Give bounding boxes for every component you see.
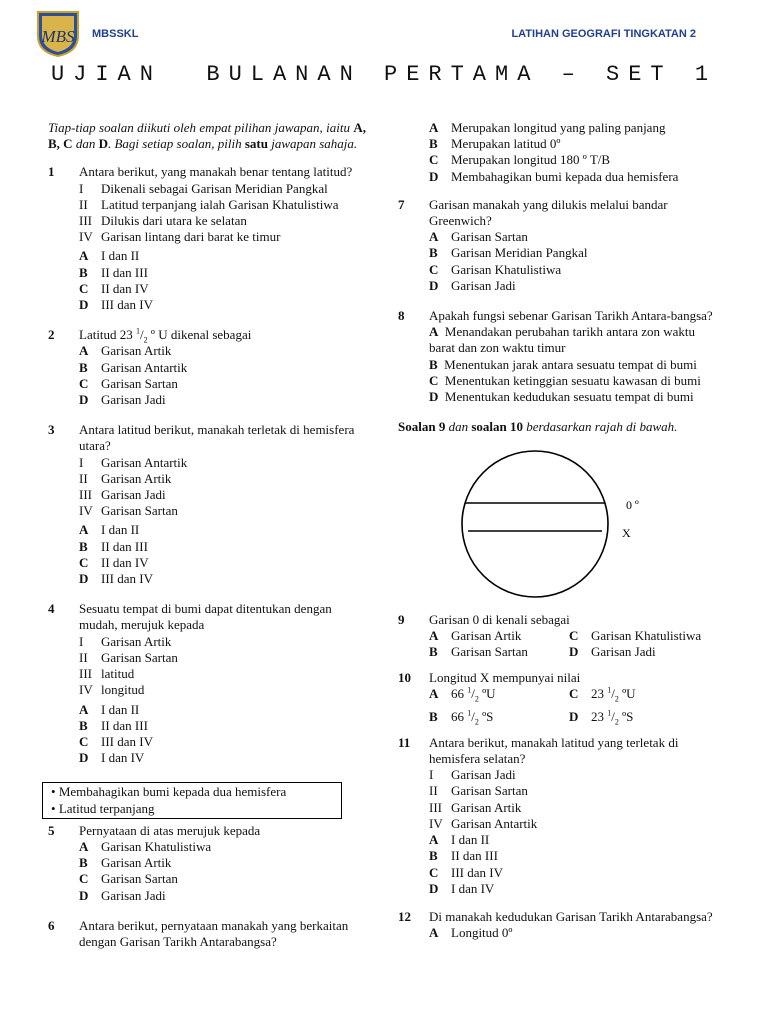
option-d[interactable]: D Garisan Jadi [569,644,656,660]
option-b[interactable]: B 66 $^1/_2$ ºS [429,708,494,727]
option-d[interactable]: D Menentukan kedudukan sesuatu tempat di bumi [429,389,694,405]
option-c[interactable]: C III dan IV [79,733,153,749]
logo-lettering: MBS [41,27,75,46]
option-d[interactable]: D I dan IV [429,880,495,896]
question-5: 5 Pernyataan di atas merujuk kepada A Garisan Khatulistiwa B Garisan Artik C Garisan Sartan D Garisan Jadi [48,823,366,904]
question-6-options [398,120,720,185]
option-a[interactable]: A Garisan Artik [429,627,522,643]
question-6: 6 Antara berikut, pernyataan manakah yang berkaitan dengan Garisan Tarikh Antarabangsa? [48,918,366,950]
option-d[interactable]: D Garisan Jadi [429,277,516,293]
option-b[interactable]: B Merupakan latitud 0º [429,136,561,152]
option-d[interactable]: D Membahagikan bumi kepada dua hemisfera [429,168,679,184]
statement-box [42,782,342,818]
label-x: X [622,526,631,541]
option-d[interactable]: D I dan IV [79,750,145,766]
option-a[interactable]: A Longitud 0º [429,925,513,941]
question-12: 12 Di manakah kedudukan Garisan Tarikh Antarabangsa? A Longitud 0º [398,909,720,941]
question-7: 7 Garisan manakah yang dilukis melalui bandar Greenwich? A Garisan Sartan B Garisan Meridian Pangkal C Garisan Khatulistiwa D Garisan Jadi [398,197,720,294]
statement-item: • Latitud terpanjang [51,801,333,817]
globe-diagram [430,449,670,599]
option-b[interactable]: B Menentukan jarak antara sesuatu tempat di bumi [429,356,697,372]
question-stem: Di manakah kedudukan Garisan Tarikh Antarabangsa? [429,908,713,924]
option-a[interactable]: A 66 $^1/_2$ ºU [429,686,496,705]
option-c[interactable]: C 23 $^1/_2$ ºU [569,686,636,705]
question-stem: Antara berikut, yang manakah benar tentang latitud? [79,164,353,180]
question-stem: Antara berikut, pernyataan manakah yang berkaitan dengan Garisan Tarikh Antarabangsa? [79,917,349,949]
option-d[interactable]: D Garisan Jadi [79,887,166,903]
question-stem: Antara berikut, manakah latitud yang terletak di hemisfera selatan? [429,734,679,767]
option-b[interactable]: B Garisan Meridian Pangkal [429,245,588,261]
question-9: 9 Garisan 0 di kenali sebagai A Garisan Artik C Garisan Khatulistiwa B Garisan Sartan D Garisan Jadi [398,612,720,661]
globe-outline [462,451,608,597]
option-b[interactable]: B Garisan Sartan [429,644,528,660]
option-c[interactable]: C Menentukan ketinggian sesuatu kawasan di bumi [429,372,701,388]
option-d[interactable]: D III dan IV [79,297,153,313]
question-10: 10 Longitud X mempunyai nilai A 66 $^1/_2$ ºU C 23 $^1/_2$ ºU B 66 $^1/_2$ ºS D 23 $^1/_2$ ºS [398,670,720,725]
question-8: 8 Apakah fungsi sebenar Garisan Tarikh Antara-bangsa? A Menandakan perubahan tarikh antara zon waktu barat dan zon waktu timur B Menentukan jarak antara sesuatu tempat di bumi C Menentukan ketinggian sesuatu kawasan di bumi D Menentukan kedudukan sesuatu tempat di bumi [398,308,720,405]
subject-label: LATIHAN GEOGRAFI TINGKATAN 2 [511,28,696,40]
option-c[interactable]: C Garisan Khatulistiwa [429,261,562,277]
left-column [48,120,366,950]
school-name: MBSSKL [92,28,139,40]
right-column [398,120,720,941]
option-d[interactable]: D 23 $^1/_2$ ºS [569,708,634,727]
page-title: UJIAN BULANAN PERTAMA – SET 1 [50,62,718,87]
question-stem: Garisan 0 di kenali sebagai [429,611,570,627]
question-stem: Sesuatu tempat di bumi dapat ditentukan dengan mudah, merujuk kepada [79,601,332,633]
option-b[interactable]: B II dan III [79,717,148,733]
statement-item: • Membahagikan bumi kepada dua hemisfera [51,784,333,800]
option-c[interactable]: C III dan IV [429,864,503,880]
question-1: 1 Antara berikut, yang manakah benar tentang latitud? I Dikenali sebagai Garisan Meridian Pangkal II Latitud terpanjang ialah Garisan Khatulistiwa III Dilukis dari utara ke selatan IV Garisan lintang dari barat ke timur A I dan II B II dan III C II dan IV D III dan IV [48,164,366,313]
page-header [0,8,768,58]
option-c[interactable]: C II dan IV [79,280,149,296]
question-stem: Antara latitud berikut, manakah terletak di hemisfera utara? [79,422,355,454]
instructions: Tiap-tiap soalan diikuti oleh empat pilihan jawapan, iaitu A, B, C dan D. Bagi setiap soalan, pilih satu jawapan sahaja. [48,120,366,152]
question-stem: Apakah fungsi sebenar Garisan Tarikh Antara-bangsa? [429,308,713,324]
option-b[interactable]: B Garisan Artik [79,855,172,871]
option-a[interactable]: A I dan II [429,832,490,848]
option-a[interactable]: A I dan II [79,248,140,264]
option-a[interactable]: A Garisan Artik [79,343,172,359]
question-stem: Latitud 23 $^1/_2$ º U dikenal sebagai [79,326,252,345]
option-b[interactable]: B II dan III [79,264,148,280]
option-c[interactable]: C Garisan Khatulistiwa [569,627,702,643]
question-stem: Pernyataan di atas merujuk kepada [79,822,261,838]
diagram-reference: Soalan 9 dan soalan 10 berdasarkan rajah di bawah. [398,419,678,435]
option-c[interactable]: C Garisan Sartan [79,375,178,391]
question-4: 4 Sesuatu tempat di bumi dapat ditentukan dengan mudah, merujuk kepada I Garisan Artik II Garisan Sartan III latitud IV longitud A I dan II B II dan III C III dan IV D I dan IV [48,601,366,766]
option-b[interactable]: B II dan III [429,848,498,864]
option-a[interactable]: A I dan II [79,522,140,538]
option-a[interactable]: A Menandakan perubahan tarikh antara zon waktu barat dan zon waktu timur [429,324,696,356]
question-11: 11 Antara berikut, manakah latitud yang terletak di hemisfera selatan? I Garisan Jadi II Garisan Sartan III Garisan Artik IV Garisan Antartik A I dan II B II dan III C III dan IV D I dan IV [398,735,720,897]
option-a[interactable]: A Garisan Sartan [429,229,528,245]
school-logo [34,8,82,58]
option-d[interactable]: D Garisan Jadi [79,392,166,408]
option-b[interactable]: B II dan III [79,538,148,554]
option-d[interactable]: D III dan IV [79,571,153,587]
question-stem: Garisan manakah yang dilukis melalui bandar Greenwich? [429,196,668,229]
option-c[interactable]: C Merupakan longitud 180 º T/B [429,152,611,168]
question-3: 3 Antara latitud berikut, manakah terletak di hemisfera utara? I Garisan Antartik II Garisan Artik III Garisan Jadi IV Garisan Sartan A I dan II B II dan III C II dan IV D III dan IV [48,422,366,587]
option-a[interactable]: A I dan II [79,701,140,717]
option-a[interactable]: A Garisan Khatulistiwa [79,838,212,854]
label-zero: 0 º [626,498,639,513]
option-b[interactable]: B Garisan Antartik [79,359,188,375]
option-c[interactable]: C II dan IV [79,554,149,570]
option-a[interactable]: A Merupakan longitud yang paling panjang [429,120,666,135]
option-c[interactable]: C Garisan Sartan [79,871,178,887]
question-stem: Longitud X mempunyai nilai [429,670,581,686]
question-2: 2 Latitud 23 $^1/_2$ º U dikenal sebagai A Garisan Artik B Garisan Antartik C Garisan Sartan D Garisan Jadi [48,327,366,408]
